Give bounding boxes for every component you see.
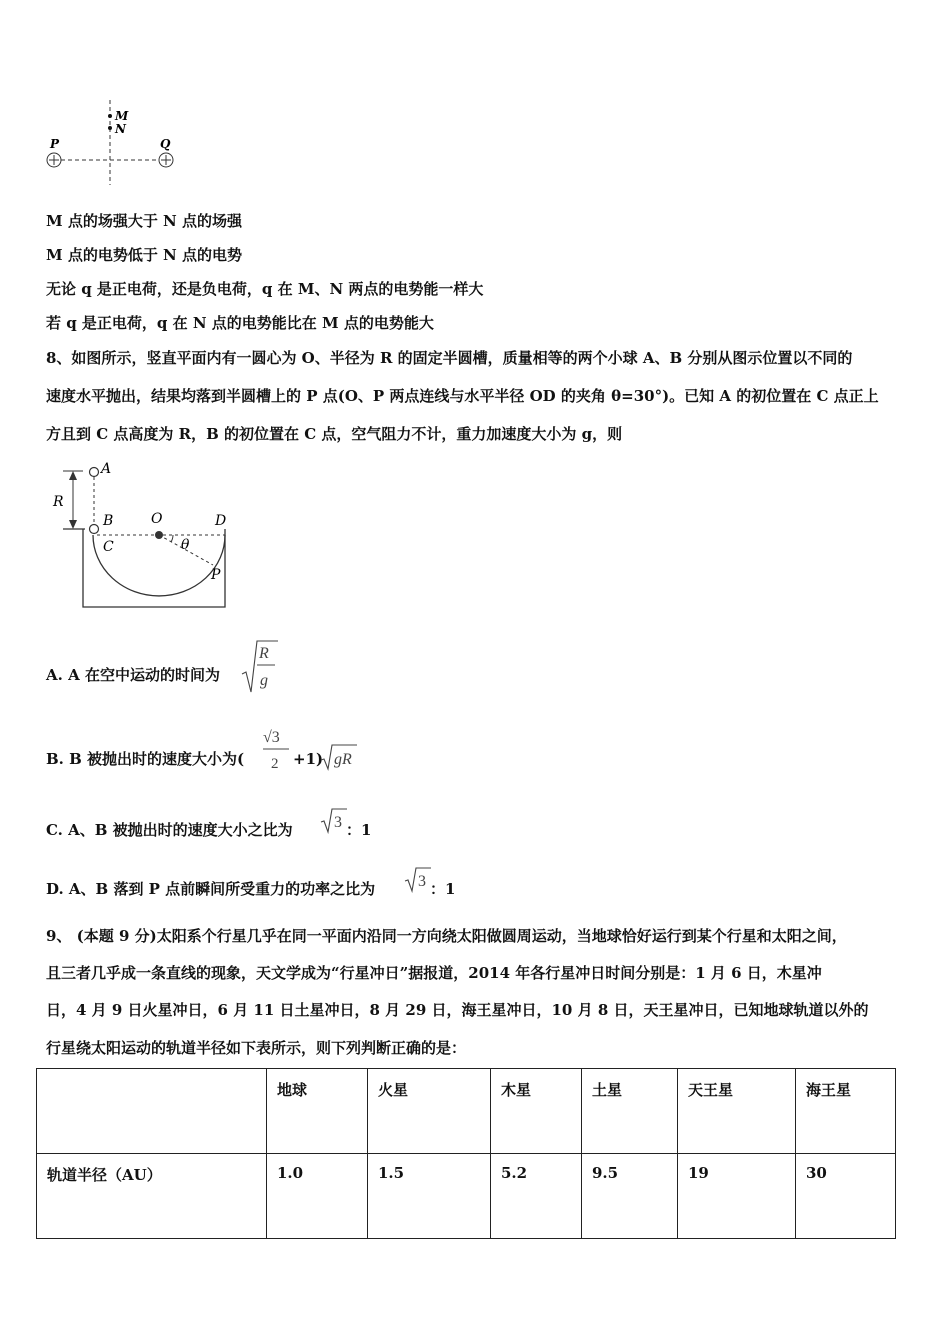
q9-stem-line-1: 9、 (本题 9 分)太阳系个行星几乎在同一平面内沿同一方向绕太阳做圆周运动，当地球恰好运行到某个行星和太阳之间， — [46, 927, 847, 945]
q7-option-c: 无论 q 是正电荷，还是负电荷，q 在 M、N 两点的电势能一样大 — [46, 280, 484, 298]
label-b: B — [103, 513, 114, 529]
table-header-cell: 地球 — [267, 1069, 368, 1154]
table-header-cell: 土星 — [582, 1069, 678, 1154]
table-header-cell: 火星 — [368, 1069, 491, 1154]
q8-option-b-text: B. B 被抛出时的速度大小为( — [46, 750, 245, 768]
label-m: M — [115, 109, 129, 123]
label-c: C — [103, 539, 114, 555]
label-p: P — [50, 137, 60, 151]
label-q: Q — [160, 137, 171, 151]
svg-text:R: R — [259, 645, 269, 662]
svg-text:√3: √3 — [263, 729, 280, 746]
point-m — [108, 114, 112, 118]
formula-sqrt3-c — [319, 806, 349, 836]
q8-option-d-text: D. A、B 落到 P 点前瞬间所受重力的功率之比为 — [46, 880, 376, 898]
q8-option-a-text: A. A 在空中运动的时间为 — [46, 666, 220, 684]
q8-option-c — [46, 820, 293, 840]
orbit-radius-table — [36, 1068, 896, 1239]
point-n — [108, 126, 112, 130]
table-cell: 1.0 — [267, 1154, 368, 1239]
label-p: P — [211, 567, 221, 583]
charges-figure — [40, 95, 190, 190]
formula-sqrt3-d — [403, 865, 433, 895]
table-header-cell: 天王星 — [678, 1069, 796, 1154]
svg-text:gR: gR — [334, 751, 352, 768]
q8-option-b — [46, 749, 244, 769]
center-o — [155, 531, 163, 539]
table-cell: 1.5 — [368, 1154, 491, 1239]
q8-option-d-tail: ：1 — [430, 880, 456, 898]
table-header-cell: 木星 — [491, 1069, 582, 1154]
q9-stem-line-3: 日，4 月 9 日火星冲日，6 月 11 日土星冲日，8 月 29 日，海王星冲日，10 月 8 日，天王星冲日，已知地球轨道以外的 — [46, 1001, 869, 1019]
table-cell: 30 — [796, 1154, 896, 1239]
q9-stem-line-2: 且三者几乎成一条直线的现象，天文学成为“行星冲日”据报道，2014 年各行星冲日时间分别是：1 月 6 日，木星冲 — [46, 964, 822, 982]
q8-option-d — [46, 879, 375, 899]
q7-option-a: M 点的场强大于 N 点的场强 — [46, 212, 242, 230]
label-d: D — [215, 513, 227, 529]
table-row-label: 轨道半径（AU） — [37, 1154, 267, 1239]
q7-option-d: 若 q 是正电荷，q 在 N 点的电势能比在 M 点的电势能大 — [46, 314, 434, 332]
table-header-cell: 海王星 — [796, 1069, 896, 1154]
svg-text:3: 3 — [334, 814, 342, 831]
formula-sqrt-r-over-g — [240, 638, 280, 696]
q8-option-c-text: C. A、B 被抛出时的速度大小之比为 — [46, 821, 293, 839]
label-a: A — [101, 461, 112, 477]
svg-text:3: 3 — [418, 873, 426, 890]
q9-stem-line-4: 行星绕太阳运动的轨道半径如下表所示，则下列判断正确的是： — [46, 1039, 467, 1057]
q8-stem-line-3: 方且到 C 点高度为 R，B 的初位置在 C 点，空气阻力不计，重力加速度大小为 g，则 — [46, 425, 623, 443]
table-cell: 9.5 — [582, 1154, 678, 1239]
formula-sqrt-gr — [319, 742, 359, 772]
table-cell: 5.2 — [491, 1154, 582, 1239]
label-o: O — [151, 511, 163, 527]
q7-option-b: M 点的电势低于 N 点的电势 — [46, 246, 242, 264]
table-cell: 19 — [678, 1154, 796, 1239]
table-header-row — [37, 1069, 896, 1154]
q8-option-c-tail: ：1 — [346, 821, 372, 839]
label-r: R — [53, 494, 64, 510]
label-theta: θ — [181, 537, 190, 553]
svg-text:g: g — [260, 672, 268, 689]
q8-option-b-mid: +1) — [293, 750, 324, 768]
q8-option-a — [46, 665, 220, 685]
table-header-cell — [37, 1069, 267, 1154]
groove-figure — [45, 455, 245, 615]
q8-stem-line-2: 速度水平抛出，结果均落到半圆槽上的 P 点(O、P 两点连线与水平半径 OD 的夹角 θ=30°)。已知 A 的初位置在 C 点正上 — [46, 387, 879, 405]
q8-stem-line-1: 8、如图所示，竖直平面内有一圆心为 O、半径为 R 的固定半圆槽，质量相等的两个小球 A、B 分别从图示位置以不同的 — [46, 349, 853, 367]
ball-a — [90, 468, 99, 477]
svg-text:2: 2 — [271, 756, 279, 772]
formula-sqrt3-over-2 — [260, 722, 292, 776]
table-row — [37, 1154, 896, 1239]
label-n: N — [115, 122, 126, 136]
ball-b — [90, 525, 99, 534]
